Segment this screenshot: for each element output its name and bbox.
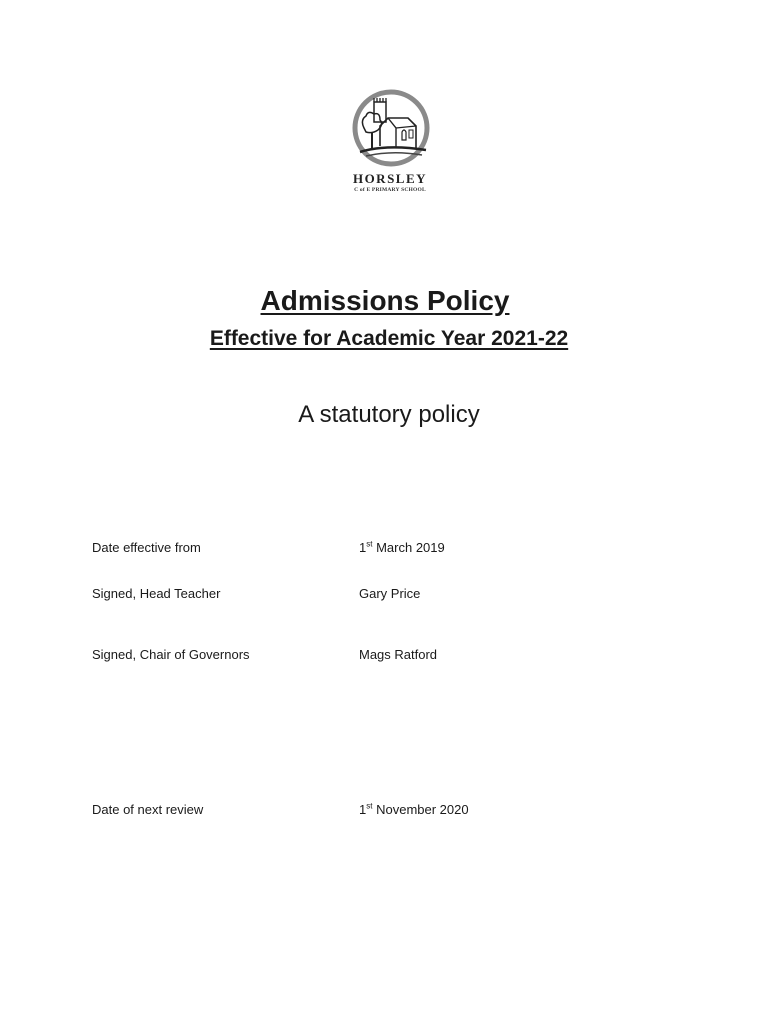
date-effective-suffix: st <box>366 539 373 549</box>
head-teacher-value: Gary Price <box>359 586 421 601</box>
school-logo <box>340 88 440 200</box>
school-subtitle: C of E PRIMARY SCHOOL <box>354 187 426 193</box>
chair-value: Mags Ratford <box>359 647 438 662</box>
school-name: HORSLEY <box>352 171 428 186</box>
next-review-rest: November 2020 <box>376 802 469 817</box>
next-review-label: Date of next review <box>92 802 204 817</box>
date-effective-day: 1 <box>359 540 367 555</box>
head-teacher-label: Signed, Head Teacher <box>92 586 221 601</box>
next-review-suffix: st <box>366 801 373 811</box>
chair-label: Signed, Chair of Governors <box>92 647 250 662</box>
date-effective-rest: March 2019 <box>376 540 445 555</box>
school-crest-icon <box>346 88 436 170</box>
date-effective-value <box>359 540 445 555</box>
next-review-day: 1 <box>359 802 367 817</box>
page-title: Admissions Policy <box>260 285 510 316</box>
date-effective-label: Date effective from <box>92 540 201 555</box>
page-subtitle: Effective for Academic Year 2021-22 <box>209 327 569 350</box>
next-review-value <box>359 802 469 817</box>
statutory-note: A statutory policy <box>298 401 480 428</box>
